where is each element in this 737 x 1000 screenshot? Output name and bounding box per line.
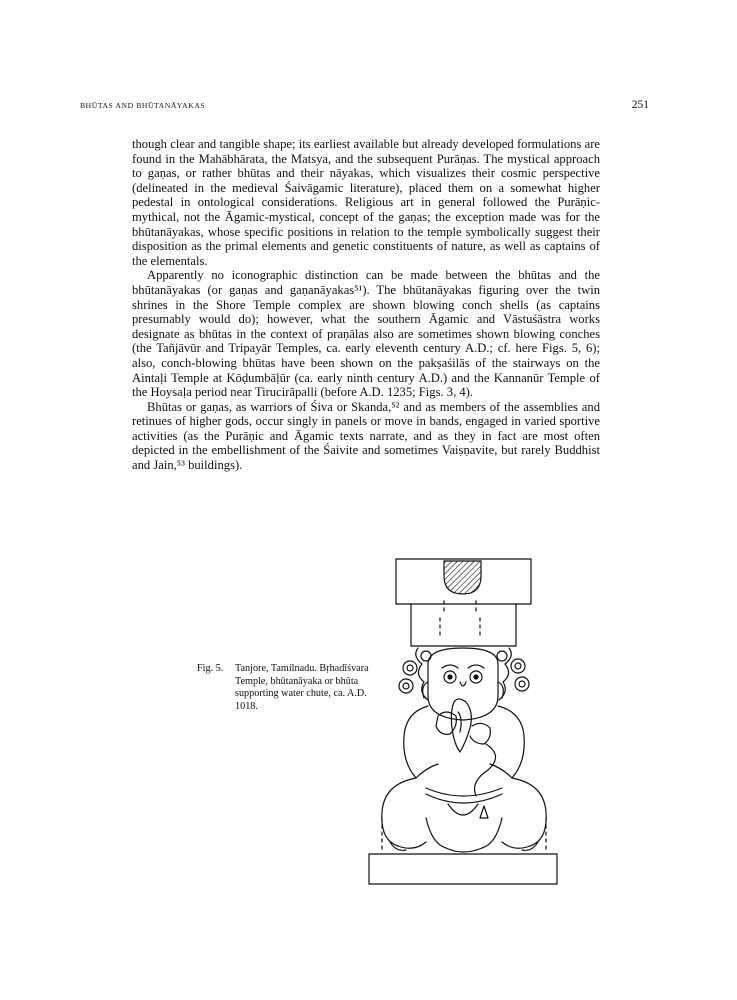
bhuta-torso [404, 706, 525, 818]
body-text [132, 137, 600, 473]
running-head [80, 101, 649, 115]
figure-caption-text: Tanjore, Tamilnadu. Bṛhadīśvara Temple, bhūtanāyaka or bhūta supporting water chute, ca. A.D. 1018. [235, 663, 369, 712]
conch-and-hands [436, 699, 496, 796]
paragraph-2: Apparently no iconographic distinction can be made between the bhūtas and the bhūtanāyakas (or gaṇas and gaṇanāyakas⁵¹). The bhūtanāyakas figuring over the twin shrines in the Shore Temple complex are shown blowing conch shells (as captains presumably would do); however, what the southern Āgamic and Vāstuśāstra works designate as bhūtas in the context of praṇālas also are sometimes shown blowing conches (the Tañjāvūr and Tripayār Temples, ca. early eleventh century A.D.; cf. here Figs. 5, 6); also, conch-blowing bhūtas have been shown on the pakṣaśilās of the stairways on the Aintaḷi Temple at Kōḍumbāḷūr (ca. early ninth century A.D.) and the Kannanūr Temple of the Hoysaḷa period near Tirucirāpalli (before A.D. 1235; Figs. 3, 4). [132, 268, 600, 400]
pedestal [369, 854, 557, 884]
page-number: 251 [631, 99, 649, 111]
bhuta-figure-drawing [366, 556, 561, 886]
figure-label: Fig. 5. [197, 663, 224, 674]
water-chute [396, 559, 531, 646]
bhuta-head [399, 648, 529, 720]
paragraph-3: Bhūtas or gaṇas, as warriors of Śiva or Skanda,⁵² and as members of the assemblies and retinues of higher gods, occur singly in panels or move in bands, engaged in varied sportive activities (as the Purāṇic and Āgamic texts narrate, and as they in fact are most often depicted in the embellishment of the Śaivite and sometimes Vaiṣṇavite, but rarely Buddhist and Jain,⁵³ buildings). [132, 399, 600, 473]
paragraph-1: though clear and tangible shape; its earliest available but already developed formulations are found in the Mahābhārata, the Matsya, and the subsequent Purāṇas. The mystical approach to gaṇas, or rather bhūtas and their nāyakas, which visualizes their cosmic perspective (delineated in the medieval Śaivāgamic literature), placed them on a somewhat higher pedestal in ontological considerations. Religious art in general followed the Purāṇic-mythical, not the Āgamic-mystical, concept of the gaṇas; the exception made was for the bhūtanāyakas, whose specific positions in relation to the temple symbolically suggest their disposition as the primal elements and genetic constituents of nature, as well as captains of the elementals. [132, 137, 600, 268]
running-head-title: BHŪTAS AND BHŪTANĀYAKAS [80, 101, 206, 110]
